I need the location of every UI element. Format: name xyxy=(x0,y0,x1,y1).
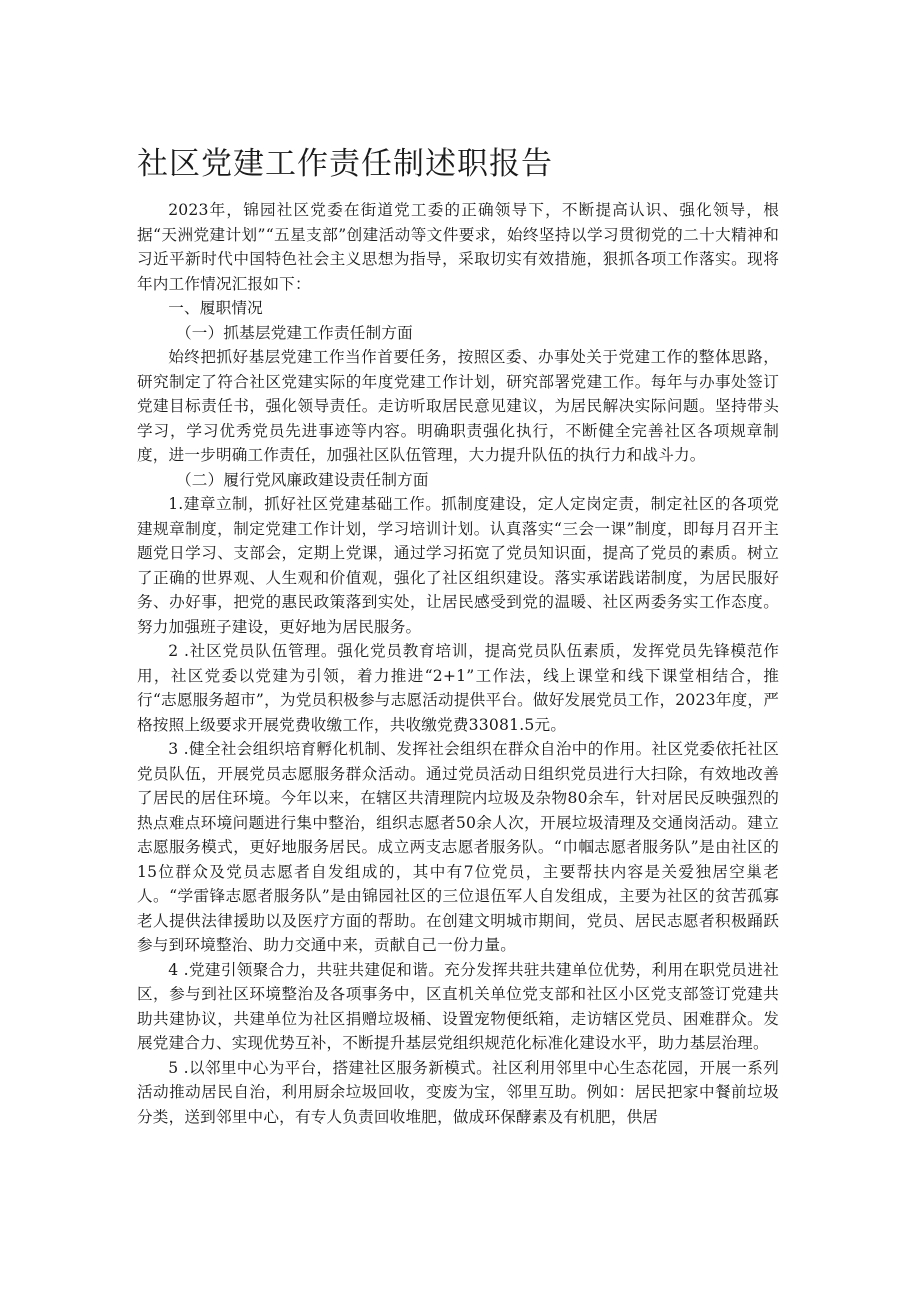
paragraph-item-4: 4 .党建引领聚合力，共驻共建促和谐。充分发挥共驻共建单位优势，利用在职党员进社区，参与到社区环境整治及各项事务中，区直机关单位党支部和社区小区党支部签订党建共助共建协议，共建单位为社区捐赠垃圾桶、设置宠物便纸箱，走访辖区党员、困难群众。发展党建合力、实现优势互补，不断提升基层党组织规范化标准化建设水平，助力基层治理。 xyxy=(137,960,779,1052)
paragraph-item-3: 3 .健全社会组织培育孵化机制、发挥社会组织在群众自治中的作用。社区党委依托社区党员队伍，开展党员志愿服务群众活动。通过党员活动日组织党员进行大扫除，有效地改善了居民的居住环境。今年以来，在辖区共清理院内垃圾及杂物80余车，针对居民反映强烈的热点难点环境问题进行集中整治，组织志愿者50余人次，开展垃圾清理及交通岗活动。建立志愿服务模式，更好地服务居民。成立两支志愿者服务队。“巾帼志愿者服务队”是由社区的15位群众及党员志愿者自发组成的，其中有7位党员，主要帮扶内容是关爱独居空巢老人。“学雷锋志愿者服务队”是由锦园社区的三位退伍军人自发组成，主要为社区的贫苦孤寡老人提供法律援助以及医疗方面的帮助。在创建文明城市期间，党员、居民志愿者积极踊跃参与到环境整治、助力交通中来，贡献自己一份力量。 xyxy=(137,740,779,954)
paragraph-intro: 2023年，锦园社区党委在街道党工委的正确领导下，不断提高认识、强化领导，根据“天洲党建计划”“五星支部”创建活动等文件要求，始终坚持以学习贯彻党的二十大精神和习近平新时代中国特色社会主义思想为指导，采取切实有效措施，狠抓各项工作落实。现将年内工作情况汇报如下： xyxy=(137,201,779,293)
heading-subsection-2: （二）履行党风廉政建设责任制方面 xyxy=(176,470,429,489)
paragraph-item-5: 5 .以邻里中心为平台，搭建社区服务新模式。社区利用邻里中心生态花园，开展一系列活动推动居民自治，利用厨余垃圾回收，变废为宝，邻里互助。例如：居民把家中餐前垃圾分类，送到邻里中心，有专人负责回收堆肥，做成环保酵素及有机肥，供居 xyxy=(137,1058,779,1126)
paragraph-item-1: 1.建章立制，抓好社区党建基础工作。抓制度建设，定人定岗定责，制定社区的各项党建规章制度，制定党建工作计划，学习培训计划。认真落实“三会一课”制度，即每月召开主题党日学习、支部会，定期上党课，通过学习拓宽了党员知识面，提高了党员的素质。树立了正确的世界观、人生观和价值观，强化了社区组织建设。落实承诺践诺制度，为居民服好务、办好事，把党的惠民政策落到实处，让居民感受到党的温暖、社区两委务实工作态度。努力加强班子建设，更好地为居民服务。 xyxy=(137,495,779,636)
document-body xyxy=(137,198,779,1154)
paragraph-item-2: 2 .社区党员队伍管理。强化党员教育培训，提高党员队伍素质，发挥党员先锋模范作用，社区党委以党建为引领，着力推进“2+1”工作法，线上课堂和线下课堂相结合，推行“志愿服务超市”，为党员积极参与志愿活动提供平台。做好发展党员工作，2023年度，严格按照上级要求开展党费收缴工作，共收缴党费33081.5元。 xyxy=(137,642,779,734)
heading-subsection-1: （一）抓基层党建工作责任制方面 xyxy=(176,323,413,342)
heading-section-1: 一、履职情况 xyxy=(168,299,263,317)
document-title: 社区党建工作责任制述职报告 xyxy=(137,146,553,182)
paragraph-subsection-1: 始终把抓好基层党建工作当作首要任务，按照区委、办事处关于党建工作的整体思路，研究制定了符合社区党建实际的年度党建工作计划，研究部署党建工作。每年与办事处签订党建目标责任书，强化领导责任。走访听取居民意见建议，为居民解决实际问题。坚持带头学习，学习优秀党员先进事迹等内容。明确职责强化执行，不断健全完善社区各项规章制度，进一步明确工作责任，加强社区队伍管理，大力提升队伍的执行力和战斗力。 xyxy=(137,348,779,464)
